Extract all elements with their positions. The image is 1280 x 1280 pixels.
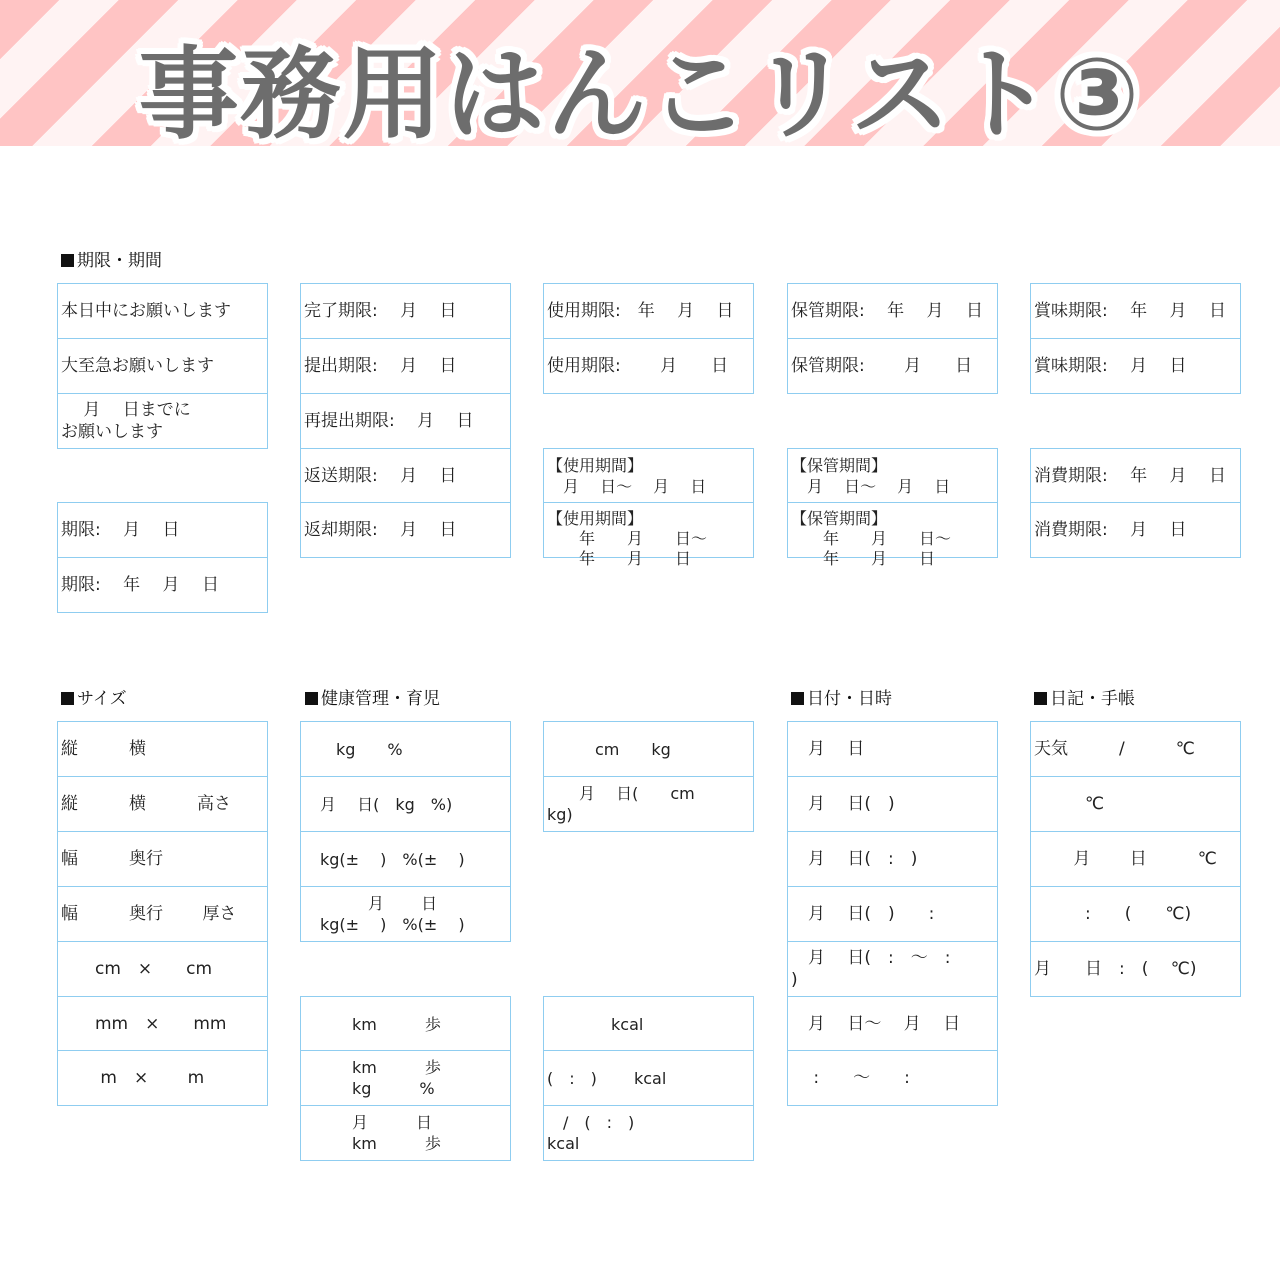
stamp-cell xyxy=(300,1050,511,1106)
stamp-cell xyxy=(543,1105,754,1161)
stamp-text-line: 大至急お願いします xyxy=(61,356,214,376)
stamp-cell xyxy=(300,996,511,1052)
stamp-cell xyxy=(57,996,268,1052)
stamp-cell xyxy=(57,721,268,777)
stamp-text-line: 天気 / ℃ xyxy=(1034,739,1195,759)
stamp-text-line: 返送期限: 月 日 xyxy=(304,466,457,486)
stamp-cell xyxy=(787,338,998,394)
section-heading-diary: 日記・手帳 xyxy=(1034,684,1135,709)
stamp-cell xyxy=(57,338,268,394)
stamp-text-line: 期限: 月 日 xyxy=(61,520,180,540)
stamp-cell xyxy=(57,502,268,558)
stamp-text-line: kcal xyxy=(547,1014,644,1034)
stamp-cell xyxy=(57,1050,268,1106)
stamp-text-line: 期限: 年 月 日 xyxy=(61,575,219,595)
stamp-text-line: 月 日 xyxy=(304,1113,433,1132)
stamp-cell xyxy=(543,996,754,1052)
stamp-text-line: cm × cm xyxy=(61,959,213,979)
stamp-text-line: 【使用期間】 xyxy=(547,456,644,475)
stamp-text-line: : ～ : xyxy=(791,1068,910,1088)
stamp-cell xyxy=(543,721,754,777)
stamp-text-line: 月 日 : ( ℃) xyxy=(1034,959,1197,979)
stamp-text-line: cm kg xyxy=(547,739,671,759)
stamp-text-line: 月 日までに xyxy=(61,400,191,420)
stamp-text-line: 保管期限: 月 日 xyxy=(791,356,973,376)
stamp-text-line: ( : ) kcal xyxy=(547,1068,667,1088)
stamp-cell xyxy=(57,941,268,997)
stamp-text-line: 【保管期間】 xyxy=(791,509,888,528)
stamp-text-line: / ( : ) xyxy=(547,1113,635,1132)
stamp-text-line: kg % xyxy=(304,739,403,759)
stamp-text-line: 月 日 xyxy=(791,739,865,759)
stamp-cell xyxy=(787,776,998,832)
stamp-text-line: 再提出期限: 月 日 xyxy=(304,411,474,431)
stamp-cell xyxy=(787,941,998,997)
stamp-cell xyxy=(787,721,998,777)
stamp-cell xyxy=(300,502,511,558)
stamp-text-line: kg(± ) %(± ) xyxy=(304,849,465,869)
stamp-cell xyxy=(300,886,511,942)
stamp-cell xyxy=(543,502,754,568)
square-bullet-icon xyxy=(61,254,74,267)
stamp-text-line: 年 月 日 xyxy=(547,549,692,568)
stamp-text-line: 返却期限: 月 日 xyxy=(304,520,457,540)
square-bullet-icon xyxy=(1034,692,1047,705)
stamp-cell xyxy=(787,1050,998,1106)
stamp-text-line: 年 月 日～ xyxy=(547,529,708,548)
stamp-text-line: 消費期限: 月 日 xyxy=(1034,520,1187,540)
stamp-cell xyxy=(300,1105,511,1161)
stamp-cell xyxy=(787,283,998,339)
stamp-text-line: 【保管期間】 xyxy=(791,456,888,475)
stamp-text-line: 賞味期限: 年 月 日 xyxy=(1034,301,1226,321)
stamp-text-line: お願いします xyxy=(61,422,163,442)
stamp-cell xyxy=(543,776,754,832)
stamp-text-line: 【使用期間】 xyxy=(547,509,644,528)
square-bullet-icon xyxy=(61,692,74,705)
stamp-text-line: 縦 横 高さ xyxy=(61,794,231,814)
section-heading-size: サイズ xyxy=(61,684,127,709)
stamp-cell xyxy=(787,448,998,504)
stamp-text-line: 月 日( ) xyxy=(791,794,895,814)
stamp-cell xyxy=(300,721,511,777)
stamp-text-line: 月 日～ 月 日 xyxy=(791,1014,961,1034)
stamp-text-line: 本日中にお願いします xyxy=(61,301,231,321)
stamp-text-line: 年 月 日～ xyxy=(791,529,952,548)
stamp-text-line: 月 日( : ～ : xyxy=(791,948,951,968)
stamp-text-line: km 歩 xyxy=(304,1134,441,1153)
stamp-cell xyxy=(300,776,511,832)
section-heading-datetime: 日付・日時 xyxy=(791,684,892,709)
stamp-text-line: 月 日( cm xyxy=(547,784,695,803)
stamp-text-line: 月 日( : ) xyxy=(791,849,918,869)
stamp-text-line: kg % xyxy=(304,1079,435,1098)
stamp-text-line: mm × mm xyxy=(61,1014,227,1034)
stamp-cell xyxy=(57,393,268,449)
stamp-text-line: 月 日～ 月 日 xyxy=(547,477,707,496)
stamp-text-line: km 歩 xyxy=(304,1058,441,1077)
stamp-text-line: 月 日 ℃ xyxy=(1034,849,1217,869)
stamp-text-line: 月 日( ) : xyxy=(791,904,935,924)
stamp-text-line: 縦 横 xyxy=(61,739,146,759)
stamp-cell xyxy=(57,557,268,613)
stamp-text-line: 月 日( kg %) xyxy=(304,794,453,814)
stamp-cell xyxy=(1030,502,1241,558)
stamp-cell xyxy=(1030,776,1241,832)
stamp-text-line: m × m xyxy=(61,1068,205,1088)
stamp-cell xyxy=(1030,941,1241,997)
stamp-text-line: 消費期限: 年 月 日 xyxy=(1034,466,1226,486)
square-bullet-icon xyxy=(791,692,804,705)
stamp-cell xyxy=(787,886,998,942)
section-heading-deadline: 期限・期間 xyxy=(61,246,162,271)
stamp-cell xyxy=(543,448,754,504)
stamp-cell xyxy=(300,831,511,887)
stamp-cell xyxy=(57,886,268,942)
stamp-text-line: kg(± ) %(± ) xyxy=(304,915,465,934)
stamp-cell xyxy=(300,393,511,449)
stamp-cell xyxy=(1030,831,1241,887)
stamp-cell xyxy=(57,283,268,339)
stamp-text-line: : ( ℃) xyxy=(1034,904,1192,924)
stamp-text-line: kcal xyxy=(547,1134,580,1153)
stamp-text-line: ℃ xyxy=(1034,794,1105,814)
stamp-cell xyxy=(543,338,754,394)
stamp-cell xyxy=(300,338,511,394)
stamp-text-line: 幅 奥行 厚さ xyxy=(61,904,237,924)
stamp-text-line: 提出期限: 月 日 xyxy=(304,356,457,376)
stamp-cell xyxy=(787,996,998,1052)
stamp-cell xyxy=(1030,886,1241,942)
stamp-cell xyxy=(57,831,268,887)
stamp-cell xyxy=(543,283,754,339)
stamp-text-line: 月 日～ 月 日 xyxy=(791,477,951,496)
stamp-text-line: 保管期限: 年 月 日 xyxy=(791,301,983,321)
stamp-cell xyxy=(1030,338,1241,394)
section-heading-health: 健康管理・育児 xyxy=(305,684,440,709)
stamp-text-line: km 歩 xyxy=(304,1014,441,1034)
stamp-cell xyxy=(787,502,998,568)
stamp-text-line: 月 日 xyxy=(304,894,438,913)
stamp-cell xyxy=(543,1050,754,1106)
stamp-text-line: 賞味期限: 月 日 xyxy=(1034,356,1187,376)
page-title: 事務用はんこリスト③ xyxy=(138,36,1142,153)
stamp-cell xyxy=(1030,283,1241,339)
stamp-text-line: 使用期限: 月 日 xyxy=(547,356,729,376)
stamp-cell xyxy=(57,776,268,832)
square-bullet-icon xyxy=(305,692,318,705)
stamp-text-line: kg) xyxy=(547,805,573,824)
stamp-text-line: 完了期限: 月 日 xyxy=(304,301,457,321)
stamp-cell xyxy=(1030,721,1241,777)
stamp-text-line: 使用期限: 年 月 日 xyxy=(547,301,734,321)
stamp-text-line: ) xyxy=(791,970,798,990)
stamp-cell xyxy=(300,448,511,504)
stamp-cell xyxy=(787,831,998,887)
stamp-cell xyxy=(300,283,511,339)
stamp-text-line: 幅 奥行 xyxy=(61,849,163,869)
stamp-text-line: 年 月 日 xyxy=(791,549,936,568)
stamp-cell xyxy=(1030,448,1241,504)
